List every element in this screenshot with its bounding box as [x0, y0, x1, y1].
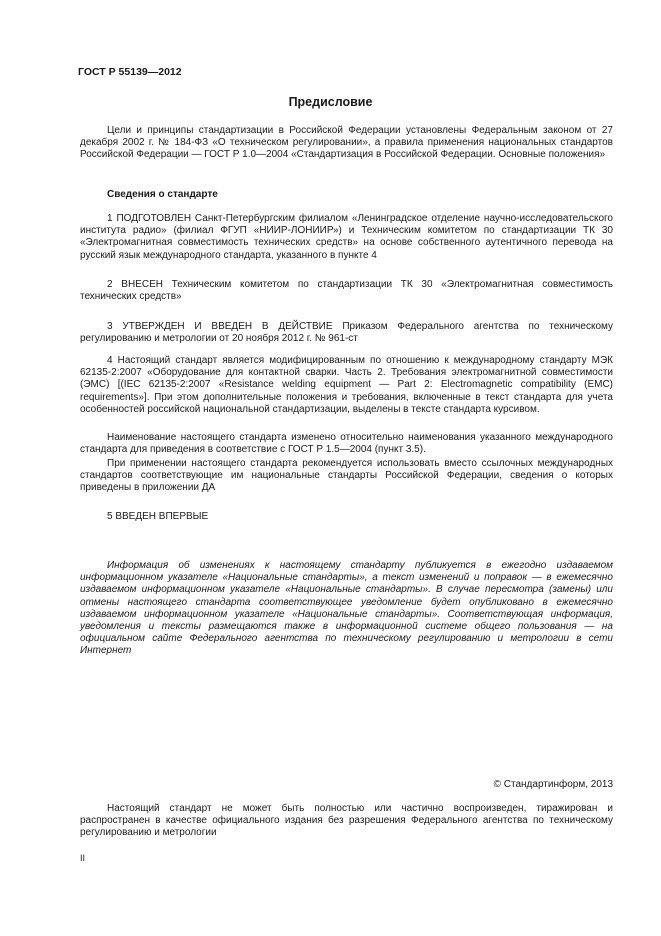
section-heading: Сведения о стандарте: [107, 189, 218, 200]
page-number: II: [80, 853, 86, 863]
item-4-references-note: При применении настоящего стандарта рекомендуется использовать вместо ссылочных международных стандартов соответствующие им национальные стандарты Российской Федерации, сведения о которых приведены в приложении ДА: [80, 458, 613, 494]
item-4-name-note: Наименование настоящего стандарта изменено относительно наименования указанного международного стандарта для приведения в соответствие с ГОСТ Р 1.5—2004 (пункт 3.5).: [80, 432, 613, 456]
intro-paragraph: Цели и принципы стандартизации в Российской Федерации установлены Федеральным законом от 27 декабря 2002 г. № 184-ФЗ «О техническом регулировании», а правила применения национальных стандартов Российской Федерации — ГОСТ Р 1.0—2004 «Стандартизация в Российской Федерации. Основные положения»: [80, 125, 613, 161]
copyright-line: © Стандартинформ, 2013: [493, 779, 613, 790]
reproduction-notice: Настоящий стандарт не может быть полностью или частично воспроизведен, тиражирован и распространен в качестве официального издания без разрешения Федерального агентства по техническому регулированию и метрологии: [80, 803, 613, 839]
item-2-paragraph: 2 ВНЕСЕН Техническим комитетом по стандартизации ТК 30 «Электромагнитная совместимость технических средств»: [80, 279, 613, 303]
item-5-paragraph: 5 ВВЕДЕН ВПЕРВЫЕ: [107, 511, 209, 522]
page-title: Предисловие: [288, 95, 373, 109]
item-3-paragraph: 3 УТВЕРЖДЕН И ВВЕДЕН В ДЕЙСТВИЕ Приказом Федерального агентства по техническому регулированию и метрологии от 20 ноября 2012 г. № 961-ст: [80, 321, 613, 345]
changes-notice: Информация об изменениях к настоящему стандарту публикуется в ежегодно издаваемом информационном указателе «Национальные стандарты», а текст изменений и поправок — в ежемесячно издаваемом информационном указателе «Национальные стандарты». В случае пересмотра (замены) или отмены настоящего стандарта соответствующее уведомление будет опубликовано в ежемесячно издаваемом информационном указателе «Национальные стандарты». Соответствующая информация, уведомления и тексты размещаются также в информационной системе общего пользования — на официальном сайте Федерального агентства по техническому регулированию и метрологии в сети Интернет: [80, 560, 613, 657]
document-id: ГОСТ Р 55139—2012: [78, 66, 182, 78]
item-4-paragraph: 4 Настоящий стандарт является модифицированным по отношению к международному стандарту МЭК 62135-2:2007 «Оборудование для контактной сварки. Часть 2. Требования электромагнитной совместимости (ЭМС) [(IEC 62135-2:2007 «Resistance welding equipment — Part 2: Electromagnetic compatibility (EMC) requirements»]. При этом дополнительные положения и требования, включенные в текст стандарта для учета особенностей российской национальной стандартизации, выделены в тексте стандарта курсивом.: [80, 355, 613, 415]
item-1-paragraph: 1 ПОДГОТОВЛЕН Санкт-Петербургским филиалом «Ленинградское отделение научно-исследовательского института радио» (филиал ФГУП «НИИР-ЛОНИИР») и Техническим комитетом по стандартизации ТК 30 «Электромагнитная совместимость технических средств» на основе собственного аутентичного перевода на русский язык международного стандарта, указанного в пункте 4: [80, 213, 613, 261]
